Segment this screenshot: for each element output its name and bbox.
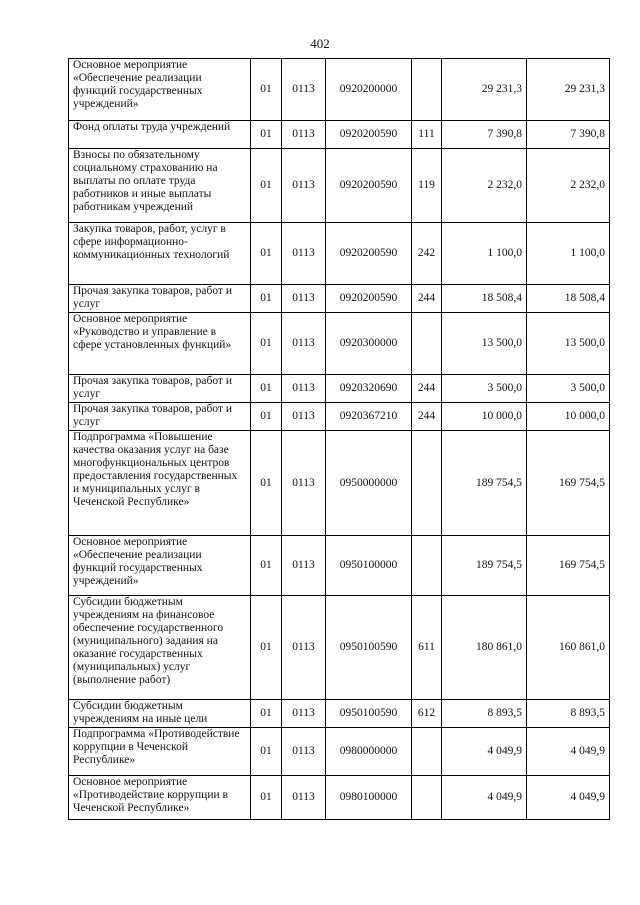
row-subsection: 0113	[282, 285, 326, 313]
row-amount-year-2: 10 000,0	[527, 403, 610, 431]
row-section: 01	[251, 223, 282, 285]
row-expense-type: 244	[412, 375, 442, 403]
row-expense-type: 244	[412, 403, 442, 431]
row-section: 01	[251, 121, 282, 149]
row-section: 01	[251, 596, 282, 700]
row-amount-year-1: 189 754,5	[442, 536, 527, 596]
row-subsection: 0113	[282, 776, 326, 820]
row-amount-year-2: 169 754,5	[527, 431, 610, 536]
row-description: Прочая закупка товаров, работ и услуг	[69, 285, 251, 313]
table-row	[69, 313, 610, 375]
row-amount-year-2: 1 100,0	[527, 223, 610, 285]
row-target-article: 0950100590	[326, 700, 412, 728]
row-section: 01	[251, 285, 282, 313]
row-amount-year-1: 1 100,0	[442, 223, 527, 285]
row-subsection: 0113	[282, 313, 326, 375]
row-expense-type	[412, 536, 442, 596]
table-row	[69, 375, 610, 403]
row-target-article: 0950000000	[326, 431, 412, 536]
row-expense-type: 242	[412, 223, 442, 285]
row-section: 01	[251, 403, 282, 431]
row-amount-year-1: 13 500,0	[442, 313, 527, 375]
table-row	[69, 59, 610, 121]
row-amount-year-2: 4 049,9	[527, 728, 610, 776]
row-expense-type: 119	[412, 149, 442, 223]
row-amount-year-2: 160 861,0	[527, 596, 610, 700]
table-row	[69, 223, 610, 285]
row-target-article: 0920200590	[326, 223, 412, 285]
row-description: Основное мероприятие «Обеспечение реализации функций государственных учреждений»	[69, 59, 251, 121]
row-expense-type	[412, 59, 442, 121]
table-row	[69, 285, 610, 313]
row-amount-year-2: 169 754,5	[527, 536, 610, 596]
row-section: 01	[251, 59, 282, 121]
row-description: Основное мероприятие «Обеспечение реализации функций государственных учреждений»	[69, 536, 251, 596]
row-target-article: 0920320690	[326, 375, 412, 403]
row-amount-year-1: 18 508,4	[442, 285, 527, 313]
row-section: 01	[251, 313, 282, 375]
row-section: 01	[251, 700, 282, 728]
table-row	[69, 728, 610, 776]
row-expense-type	[412, 431, 442, 536]
row-amount-year-2: 4 049,9	[527, 776, 610, 820]
row-amount-year-1: 2 232,0	[442, 149, 527, 223]
table-row	[69, 776, 610, 820]
row-description: Подпрограмма «Противодействие коррупции в Чеченской Республике»	[69, 728, 251, 776]
row-description: Взносы по обязательному социальному страхованию на выплаты по оплате труда работников и иные выплаты работникам учреждений	[69, 149, 251, 223]
row-target-article: 0950100590	[326, 596, 412, 700]
row-expense-type: 111	[412, 121, 442, 149]
row-target-article: 0980100000	[326, 776, 412, 820]
row-target-article: 0920200000	[326, 59, 412, 121]
row-amount-year-1: 7 390,8	[442, 121, 527, 149]
row-amount-year-2: 29 231,3	[527, 59, 610, 121]
row-expense-type: 611	[412, 596, 442, 700]
row-amount-year-1: 189 754,5	[442, 431, 527, 536]
row-subsection: 0113	[282, 700, 326, 728]
table-row	[69, 700, 610, 728]
row-description: Прочая закупка товаров, работ и услуг	[69, 403, 251, 431]
row-description: Прочая закупка товаров, работ и услуг	[69, 375, 251, 403]
row-subsection: 0113	[282, 59, 326, 121]
row-subsection: 0113	[282, 403, 326, 431]
page-number: 402	[310, 36, 330, 51]
row-amount-year-1: 4 049,9	[442, 728, 527, 776]
table-row	[69, 431, 610, 536]
row-subsection: 0113	[282, 121, 326, 149]
row-description: Подпрограмма «Повышение качества оказания услуг на базе многофункциональных центров предоставления государственных и муниципальных услуг в Чеченской Республике»	[69, 431, 251, 536]
row-amount-year-1: 3 500,0	[442, 375, 527, 403]
row-target-article: 0980000000	[326, 728, 412, 776]
row-subsection: 0113	[282, 728, 326, 776]
row-description: Основное мероприятие «Противодействие коррупции в Чеченской Республике»	[69, 776, 251, 820]
budget-table	[68, 58, 610, 820]
row-amount-year-2: 13 500,0	[527, 313, 610, 375]
row-description: Закупка товаров, работ, услуг в сфере информационно-коммуникационных технологий	[69, 223, 251, 285]
row-expense-type: 244	[412, 285, 442, 313]
row-section: 01	[251, 431, 282, 536]
row-target-article: 0920300000	[326, 313, 412, 375]
row-description: Субсидии бюджетным учреждениям на финансовое обеспечение государственного (муниципального) задания на оказание государственных (муниципальных) услуг (выполнение работ)	[69, 596, 251, 700]
table-row	[69, 403, 610, 431]
row-amount-year-2: 8 893,5	[527, 700, 610, 728]
row-section: 01	[251, 375, 282, 403]
row-subsection: 0113	[282, 149, 326, 223]
row-target-article: 0920200590	[326, 121, 412, 149]
row-subsection: 0113	[282, 596, 326, 700]
row-amount-year-2: 18 508,4	[527, 285, 610, 313]
row-amount-year-2: 2 232,0	[527, 149, 610, 223]
row-amount-year-2: 3 500,0	[527, 375, 610, 403]
row-expense-type	[412, 313, 442, 375]
row-expense-type: 612	[412, 700, 442, 728]
table-row	[69, 121, 610, 149]
row-description: Фонд оплаты труда учреждений	[69, 121, 251, 149]
table-row	[69, 596, 610, 700]
row-amount-year-1: 29 231,3	[442, 59, 527, 121]
row-target-article: 0950100000	[326, 536, 412, 596]
row-subsection: 0113	[282, 375, 326, 403]
row-section: 01	[251, 776, 282, 820]
row-expense-type	[412, 776, 442, 820]
row-subsection: 0113	[282, 223, 326, 285]
row-subsection: 0113	[282, 536, 326, 596]
row-description: Субсидии бюджетным учреждениям на иные цели	[69, 700, 251, 728]
row-description: Основное мероприятие «Руководство и управление в сфере установленных функций»	[69, 313, 251, 375]
row-amount-year-1: 10 000,0	[442, 403, 527, 431]
table-row	[69, 149, 610, 223]
row-target-article: 0920200590	[326, 285, 412, 313]
row-amount-year-1: 4 049,9	[442, 776, 527, 820]
table-row	[69, 536, 610, 596]
row-section: 01	[251, 149, 282, 223]
row-section: 01	[251, 728, 282, 776]
row-target-article: 0920367210	[326, 403, 412, 431]
row-amount-year-1: 8 893,5	[442, 700, 527, 728]
row-amount-year-2: 7 390,8	[527, 121, 610, 149]
row-expense-type	[412, 728, 442, 776]
row-amount-year-1: 180 861,0	[442, 596, 527, 700]
row-section: 01	[251, 536, 282, 596]
row-subsection: 0113	[282, 431, 326, 536]
row-target-article: 0920200590	[326, 149, 412, 223]
